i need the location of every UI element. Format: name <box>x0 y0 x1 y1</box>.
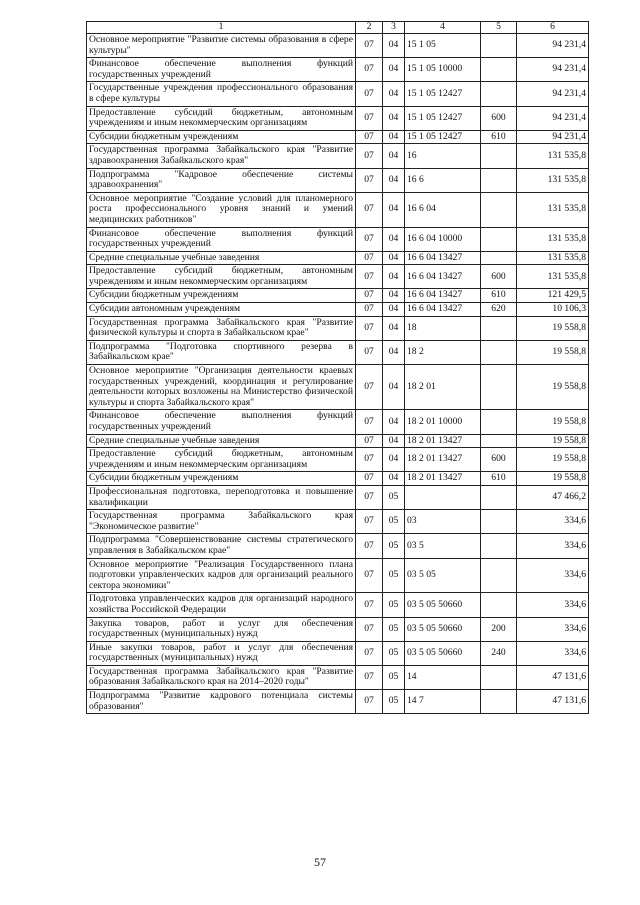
row-name-cell: Субсидии бюджетным учреждениям <box>87 130 356 144</box>
row-expense-type-cell: 600 <box>481 106 517 130</box>
row-section-cell: 07 <box>356 251 383 265</box>
table-row <box>87 192 589 227</box>
row-subsection-cell: 05 <box>383 617 405 641</box>
table-row <box>87 485 589 509</box>
row-expense-type-cell: 610 <box>481 130 517 144</box>
header-col-1: 1 <box>87 22 356 34</box>
header-col-2: 2 <box>356 22 383 34</box>
row-section-cell: 07 <box>356 472 383 486</box>
row-target-article-cell: 16 6 <box>405 168 481 192</box>
row-target-article-cell: 03 5 05 50660 <box>405 641 481 665</box>
row-name-cell: Субсидии бюджетным учреждениям <box>87 289 356 303</box>
row-subsection-cell: 05 <box>383 510 405 534</box>
row-section-cell: 07 <box>356 168 383 192</box>
row-target-article-cell: 15 1 05 12427 <box>405 130 481 144</box>
row-subsection-cell: 04 <box>383 434 405 448</box>
row-subsection-cell: 04 <box>383 34 405 58</box>
table-row <box>87 106 589 130</box>
row-name-cell: Основное мероприятие "Создание условий для планомерного роста профессионального уровня знаний и умений медицинских работников" <box>87 192 356 227</box>
row-target-article-cell: 16 6 04 13427 <box>405 251 481 265</box>
row-section-cell: 07 <box>356 510 383 534</box>
row-target-article-cell: 14 <box>405 665 481 689</box>
row-expense-type-cell: 610 <box>481 289 517 303</box>
table-row <box>87 558 589 593</box>
row-expense-type-cell <box>481 593 517 617</box>
row-section-cell: 07 <box>356 617 383 641</box>
row-expense-type-cell: 620 <box>481 303 517 317</box>
row-amount-cell: 19 558,8 <box>517 410 589 434</box>
row-subsection-cell: 05 <box>383 690 405 714</box>
budget-table <box>86 21 589 714</box>
row-target-article-cell: 18 <box>405 316 481 340</box>
row-name-cell: Подпрограмма "Совершенствование системы стратегического управления в Забайкальском крае" <box>87 534 356 558</box>
row-name-cell: Государственная программа Забайкальского края "Развитие здравоохранения Забайкальского края" <box>87 144 356 168</box>
row-target-article-cell <box>405 485 481 509</box>
row-section-cell: 07 <box>356 534 383 558</box>
row-name-cell: Финансовое обеспечение выполнения функций государственных учреждений <box>87 227 356 251</box>
row-amount-cell: 121 429,5 <box>517 289 589 303</box>
row-name-cell: Иные закупки товаров, работ и услуг для обеспечения государственных (муниципальных) нужд <box>87 641 356 665</box>
row-section-cell: 07 <box>356 641 383 665</box>
row-amount-cell: 334,6 <box>517 534 589 558</box>
row-section-cell: 07 <box>356 593 383 617</box>
row-section-cell: 07 <box>356 130 383 144</box>
row-amount-cell: 334,6 <box>517 617 589 641</box>
table-body <box>87 34 589 714</box>
row-amount-cell: 131 535,8 <box>517 168 589 192</box>
row-section-cell: 07 <box>356 265 383 289</box>
row-amount-cell: 10 106,3 <box>517 303 589 317</box>
row-target-article-cell: 03 5 05 <box>405 558 481 593</box>
row-target-article-cell: 14 7 <box>405 690 481 714</box>
row-subsection-cell: 05 <box>383 558 405 593</box>
row-expense-type-cell <box>481 558 517 593</box>
row-expense-type-cell: 600 <box>481 265 517 289</box>
row-subsection-cell: 04 <box>383 106 405 130</box>
row-name-cell: Государственные учреждения профессионального образования в сфере культуры <box>87 82 356 106</box>
table-row <box>87 365 589 410</box>
row-subsection-cell: 04 <box>383 365 405 410</box>
row-target-article-cell: 16 6 04 13427 <box>405 289 481 303</box>
row-subsection-cell: 04 <box>383 410 405 434</box>
row-amount-cell: 94 231,4 <box>517 82 589 106</box>
row-target-article-cell: 16 6 04 10000 <box>405 227 481 251</box>
row-subsection-cell: 05 <box>383 641 405 665</box>
table-header-row <box>87 22 589 34</box>
row-amount-cell: 334,6 <box>517 593 589 617</box>
row-target-article-cell: 03 5 05 50660 <box>405 593 481 617</box>
row-expense-type-cell <box>481 316 517 340</box>
row-target-article-cell: 03 <box>405 510 481 534</box>
row-name-cell: Основное мероприятие "Реализация Государственного плана подготовки управленческих кадров для организаций реального сектора экономики" <box>87 558 356 593</box>
table-row <box>87 58 589 82</box>
table-row <box>87 144 589 168</box>
table-row <box>87 303 589 317</box>
table-row <box>87 690 589 714</box>
row-target-article-cell: 18 2 01 13427 <box>405 448 481 472</box>
row-section-cell: 07 <box>356 192 383 227</box>
table-row <box>87 227 589 251</box>
row-subsection-cell: 04 <box>383 265 405 289</box>
row-expense-type-cell: 240 <box>481 641 517 665</box>
row-name-cell: Закупка товаров, работ и услуг для обеспечения государственных (муниципальных) нужд <box>87 617 356 641</box>
row-expense-type-cell <box>481 82 517 106</box>
row-amount-cell: 19 558,8 <box>517 340 589 364</box>
row-subsection-cell: 04 <box>383 144 405 168</box>
table-row <box>87 617 589 641</box>
row-expense-type-cell <box>481 192 517 227</box>
row-subsection-cell: 04 <box>383 168 405 192</box>
row-expense-type-cell <box>481 510 517 534</box>
row-expense-type-cell <box>481 365 517 410</box>
row-section-cell: 07 <box>356 340 383 364</box>
row-amount-cell: 131 535,8 <box>517 265 589 289</box>
row-amount-cell: 334,6 <box>517 641 589 665</box>
header-col-5: 5 <box>481 22 517 34</box>
row-name-cell: Предоставление субсидий бюджетным, автономным учреждениям и иным некоммерческим организациям <box>87 106 356 130</box>
row-name-cell: Подготовка управленческих кадров для организаций народного хозяйства Российской Федерации <box>87 593 356 617</box>
row-subsection-cell: 04 <box>383 316 405 340</box>
table-row <box>87 289 589 303</box>
row-target-article-cell: 16 6 04 13427 <box>405 265 481 289</box>
row-amount-cell: 334,6 <box>517 558 589 593</box>
row-section-cell: 07 <box>356 316 383 340</box>
row-amount-cell: 131 535,8 <box>517 192 589 227</box>
row-name-cell: Средние специальные учебные заведения <box>87 251 356 265</box>
row-section-cell: 07 <box>356 485 383 509</box>
row-name-cell: Государственная программа Забайкальского края "Развитие физической культуры и спорта в Забайкальском крае" <box>87 316 356 340</box>
row-target-article-cell: 16 <box>405 144 481 168</box>
row-subsection-cell: 05 <box>383 665 405 689</box>
row-target-article-cell: 16 6 04 13427 <box>405 303 481 317</box>
row-subsection-cell: 04 <box>383 340 405 364</box>
row-expense-type-cell <box>481 168 517 192</box>
row-expense-type-cell <box>481 665 517 689</box>
budget-table-sheet <box>86 21 588 714</box>
row-target-article-cell: 18 2 01 13427 <box>405 434 481 448</box>
row-expense-type-cell: 200 <box>481 617 517 641</box>
row-target-article-cell: 03 5 05 50660 <box>405 617 481 641</box>
table-row <box>87 665 589 689</box>
row-target-article-cell: 18 2 <box>405 340 481 364</box>
row-amount-cell: 131 535,8 <box>517 251 589 265</box>
table-row <box>87 534 589 558</box>
table-row <box>87 130 589 144</box>
row-subsection-cell: 04 <box>383 303 405 317</box>
row-section-cell: 07 <box>356 410 383 434</box>
row-subsection-cell: 05 <box>383 485 405 509</box>
table-row <box>87 34 589 58</box>
row-amount-cell: 19 558,8 <box>517 434 589 448</box>
row-expense-type-cell <box>481 340 517 364</box>
row-expense-type-cell <box>481 34 517 58</box>
row-amount-cell: 334,6 <box>517 510 589 534</box>
row-expense-type-cell <box>481 144 517 168</box>
row-section-cell: 07 <box>356 365 383 410</box>
row-name-cell: Государственная программа Забайкальского края "Экономическое развитие" <box>87 510 356 534</box>
row-amount-cell: 19 558,8 <box>517 472 589 486</box>
row-expense-type-cell <box>481 410 517 434</box>
table-row <box>87 340 589 364</box>
row-name-cell: Предоставление субсидий бюджетным, автономным учреждениям и иным некоммерческим организациям <box>87 265 356 289</box>
row-name-cell: Субсидии бюджетным учреждениям <box>87 472 356 486</box>
row-expense-type-cell <box>481 690 517 714</box>
table-row <box>87 410 589 434</box>
table-row <box>87 251 589 265</box>
row-amount-cell: 131 535,8 <box>517 227 589 251</box>
row-target-article-cell: 18 2 01 10000 <box>405 410 481 434</box>
row-subsection-cell: 04 <box>383 251 405 265</box>
header-col-4: 4 <box>405 22 481 34</box>
row-name-cell: Профессиональная подготовка, переподготовка и повышение квалификации <box>87 485 356 509</box>
row-section-cell: 07 <box>356 448 383 472</box>
row-name-cell: Финансовое обеспечение выполнения функций государственных учреждений <box>87 410 356 434</box>
table-row <box>87 265 589 289</box>
row-amount-cell: 19 558,8 <box>517 316 589 340</box>
row-expense-type-cell <box>481 58 517 82</box>
table-row <box>87 641 589 665</box>
row-section-cell: 07 <box>356 434 383 448</box>
row-amount-cell: 94 231,4 <box>517 34 589 58</box>
row-amount-cell: 94 231,4 <box>517 106 589 130</box>
row-name-cell: Подпрограмма "Развитие кадрового потенциала системы образования" <box>87 690 356 714</box>
row-subsection-cell: 04 <box>383 58 405 82</box>
row-target-article-cell: 15 1 05 12427 <box>405 82 481 106</box>
row-section-cell: 07 <box>356 106 383 130</box>
row-subsection-cell: 04 <box>383 289 405 303</box>
row-section-cell: 07 <box>356 58 383 82</box>
row-name-cell: Основное мероприятие "Организация деятельности краевых государственных учреждений, координация и регулирование деятельности которых возложены на Министерство физической культуры и спорта Забайкальского края" <box>87 365 356 410</box>
page-number: 57 <box>314 855 326 869</box>
row-expense-type-cell <box>481 227 517 251</box>
row-subsection-cell: 04 <box>383 82 405 106</box>
row-subsection-cell: 04 <box>383 227 405 251</box>
row-expense-type-cell <box>481 251 517 265</box>
row-target-article-cell: 16 6 04 <box>405 192 481 227</box>
row-target-article-cell: 15 1 05 12427 <box>405 106 481 130</box>
row-amount-cell: 19 558,8 <box>517 365 589 410</box>
row-subsection-cell: 05 <box>383 534 405 558</box>
row-name-cell: Подпрограмма "Подготовка спортивного резерва в Забайкальском крае" <box>87 340 356 364</box>
row-amount-cell: 47 131,6 <box>517 665 589 689</box>
row-expense-type-cell <box>481 434 517 448</box>
table-row <box>87 434 589 448</box>
row-section-cell: 07 <box>356 289 383 303</box>
row-target-article-cell: 03 5 <box>405 534 481 558</box>
row-amount-cell: 47 466,2 <box>517 485 589 509</box>
row-name-cell: Предоставление субсидий бюджетным, автономным учреждениям и иным некоммерческим организациям <box>87 448 356 472</box>
table-row <box>87 448 589 472</box>
row-target-article-cell: 18 2 01 <box>405 365 481 410</box>
row-name-cell: Государственная программа Забайкальского края "Развитие образования Забайкальского края на 2014–2020 годы" <box>87 665 356 689</box>
row-subsection-cell: 04 <box>383 472 405 486</box>
row-target-article-cell: 15 1 05 <box>405 34 481 58</box>
row-amount-cell: 131 535,8 <box>517 144 589 168</box>
row-expense-type-cell: 610 <box>481 472 517 486</box>
row-section-cell: 07 <box>356 665 383 689</box>
table-row <box>87 510 589 534</box>
row-expense-type-cell <box>481 485 517 509</box>
row-subsection-cell: 04 <box>383 192 405 227</box>
row-target-article-cell: 18 2 01 13427 <box>405 472 481 486</box>
row-expense-type-cell <box>481 534 517 558</box>
row-target-article-cell: 15 1 05 10000 <box>405 58 481 82</box>
table-row <box>87 82 589 106</box>
row-section-cell: 07 <box>356 227 383 251</box>
table-row <box>87 316 589 340</box>
row-amount-cell: 94 231,4 <box>517 58 589 82</box>
row-expense-type-cell: 600 <box>481 448 517 472</box>
header-col-6: 6 <box>517 22 589 34</box>
row-amount-cell: 19 558,8 <box>517 448 589 472</box>
row-name-cell: Основное мероприятие "Развитие системы образования в сфере культуры" <box>87 34 356 58</box>
row-amount-cell: 94 231,4 <box>517 130 589 144</box>
row-name-cell: Подпрограмма "Кадровое обеспечение системы здравоохранения" <box>87 168 356 192</box>
row-subsection-cell: 05 <box>383 593 405 617</box>
table-row <box>87 593 589 617</box>
row-amount-cell: 47 131,6 <box>517 690 589 714</box>
row-name-cell: Финансовое обеспечение выполнения функций государственных учреждений <box>87 58 356 82</box>
row-section-cell: 07 <box>356 303 383 317</box>
row-name-cell: Субсидии автономным учреждениям <box>87 303 356 317</box>
header-col-3: 3 <box>383 22 405 34</box>
row-subsection-cell: 04 <box>383 130 405 144</box>
table-row <box>87 168 589 192</box>
row-section-cell: 07 <box>356 558 383 593</box>
row-section-cell: 07 <box>356 34 383 58</box>
row-section-cell: 07 <box>356 144 383 168</box>
row-section-cell: 07 <box>356 82 383 106</box>
row-subsection-cell: 04 <box>383 448 405 472</box>
row-section-cell: 07 <box>356 690 383 714</box>
table-row <box>87 472 589 486</box>
row-name-cell: Средние специальные учебные заведения <box>87 434 356 448</box>
